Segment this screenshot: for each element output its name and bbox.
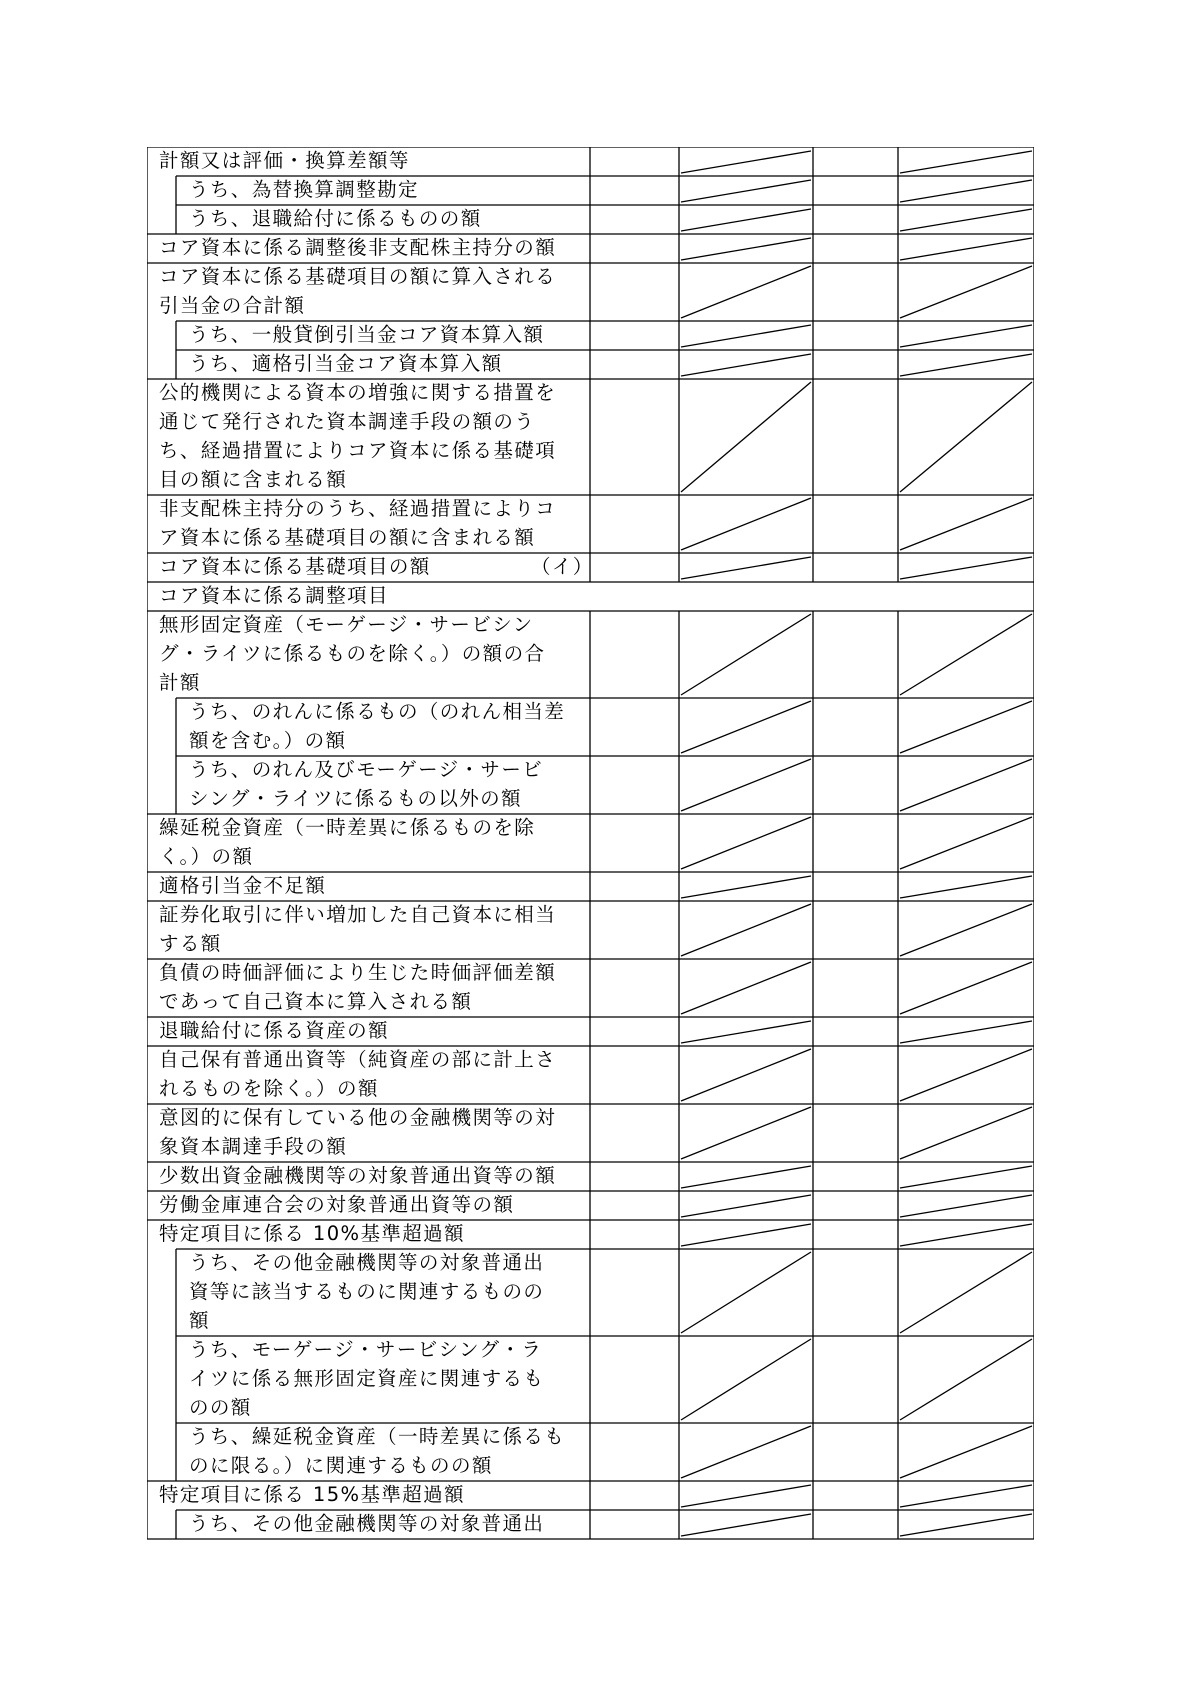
row-label-line: 通じて発行された資本調達手段の額のう [159, 410, 536, 433]
row-label-line: 少数出資金融機関等の対象普通出資等の額 [159, 1164, 557, 1187]
diagonal-slash-col4 [900, 1485, 1032, 1507]
diagonal-slash-col2 [681, 266, 811, 318]
row-label-line: 繰延税金資産（一時差異に係るものを除 [159, 816, 536, 839]
diagonal-slash-col2 [681, 557, 811, 579]
row-label-line: れるものを除く。）の額 [159, 1077, 379, 1100]
diagonal-slash-col4 [900, 759, 1032, 811]
diagonal-slash-col4 [900, 614, 1032, 695]
diagonal-slash-col4 [900, 498, 1032, 550]
row-label-line: 額を含む。）の額 [189, 729, 347, 752]
row-label-line: 特定項目に係る 15%基準超過額 [159, 1483, 465, 1506]
diagonal-slash-col4 [900, 1049, 1032, 1101]
row-label-line: 労働金庫連合会の対象普通出資等の額 [159, 1193, 515, 1216]
row-label-line: 証券化取引に伴い増加した自己資本に相当 [159, 903, 557, 926]
row-label-line: コア資本に係る調整後非支配株主持分の額 [159, 236, 557, 259]
diagonal-slash-col2 [681, 180, 811, 202]
row-label-line: うち、適格引当金コア資本算入額 [189, 352, 503, 375]
diagonal-slash-col2 [681, 238, 811, 260]
diagonal-slash-col4 [900, 354, 1032, 376]
row-label-line: であって自己資本に算入される額 [159, 990, 473, 1013]
diagonal-slash-col2 [681, 1107, 811, 1159]
diagonal-slash-col2 [681, 1166, 811, 1188]
row-label-line: 退職給付に係る資産の額 [159, 1019, 389, 1042]
row-label-line: 負債の時価評価により生じた時価評価差額 [159, 961, 557, 984]
diagonal-slash-col2 [681, 1021, 811, 1043]
row-label-line: イツに係る無形固定資産に関連するも [189, 1367, 545, 1390]
diagonal-slash-col2 [681, 498, 811, 550]
diagonal-slash-col2 [681, 209, 811, 231]
diagonal-slash-col2 [681, 325, 811, 347]
row-label-line: 資等に該当するものに関連するものの [189, 1280, 545, 1303]
row-label-line: 象資本調達手段の額 [159, 1135, 348, 1158]
row-label-line: 額 [189, 1309, 210, 1332]
row-label-line: のの額 [189, 1396, 252, 1419]
row-label-line: 計額又は評価・換算差額等 [159, 149, 410, 172]
row-label-marker: （イ） [531, 555, 594, 578]
diagonal-slash-col2 [681, 1485, 811, 1507]
diagonal-slash-col4 [900, 325, 1032, 347]
diagonal-slash-col4 [900, 904, 1032, 956]
diagonal-slash-col4 [900, 817, 1032, 869]
diagonal-slash-col4 [900, 1021, 1032, 1043]
diagonal-slash-col2 [681, 151, 811, 173]
diagonal-slash-col2 [681, 614, 811, 695]
row-label-line: 目の額に含まれる額 [159, 468, 348, 491]
row-label-line: グ・ライツに係るものを除く。）の額の合 [159, 642, 546, 665]
row-label-line: 自己保有普通出資等（純資産の部に計上さ [159, 1048, 557, 1071]
diagonal-slash-col2 [681, 701, 811, 753]
row-label-line: ア資本に係る基礎項目の額に含まれる額 [159, 526, 536, 549]
row-label-line: 公的機関による資本の増強に関する措置を [159, 381, 557, 404]
row-label-line: コア資本に係る基礎項目の額に算入される [159, 265, 557, 288]
row-label-line: のに限る。）に関連するものの額 [189, 1454, 493, 1477]
row-label-line: うち、その他金融機関等の対象普通出 [189, 1251, 545, 1274]
diagonal-slash-col4 [900, 701, 1032, 753]
row-label-line: ち、経過措置によりコア資本に係る基礎項 [159, 439, 557, 462]
row-label-line: 無形固定資産（モーゲージ・サービシン [159, 613, 534, 636]
diagonal-slash-col4 [900, 962, 1032, 1014]
diagonal-slash-col4 [900, 1252, 1032, 1333]
diagonal-slash-col4 [900, 1195, 1032, 1217]
row-label-line: うち、退職給付に係るものの額 [189, 207, 482, 230]
diagonal-slash-col2 [681, 1252, 811, 1333]
diagonal-slash-col2 [681, 962, 811, 1014]
diagonal-slash-col4 [900, 382, 1032, 492]
row-label-line: 適格引当金不足額 [159, 874, 327, 897]
diagonal-slash-col2 [681, 1426, 811, 1478]
diagonal-slash-col4 [900, 1339, 1032, 1420]
diagonal-slash-col2 [681, 1224, 811, 1246]
row-label-line: うち、為替換算調整勘定 [189, 178, 419, 201]
diagonal-slash-col2 [681, 354, 811, 376]
diagonal-slash-col4 [900, 557, 1032, 579]
diagonal-slash-col4 [900, 1107, 1032, 1159]
row-label-line: うち、のれん及びモーゲージ・サービ [189, 758, 544, 781]
diagonal-slash-col2 [681, 1195, 811, 1217]
capital-adequacy-table [147, 147, 1034, 1543]
row-label-line: コア資本に係る基礎項目の額 [159, 555, 431, 578]
diagonal-slash-col2 [681, 817, 811, 869]
row-label-line: 引当金の合計額 [159, 294, 306, 317]
diagonal-slash-col4 [900, 238, 1032, 260]
row-label-line: うち、モーゲージ・サービシング・ラ [189, 1338, 543, 1361]
diagonal-slash-col2 [681, 382, 811, 492]
diagonal-slash-col2 [681, 1049, 811, 1101]
row-label-line: うち、一般貸倒引当金コア資本算入額 [189, 323, 545, 346]
row-label-line: うち、その他金融機関等の対象普通出 [189, 1512, 545, 1535]
diagonal-slash-col4 [900, 876, 1032, 898]
row-label-line: 意図的に保有している他の金融機関等の対 [159, 1106, 557, 1129]
diagonal-slash-col4 [900, 151, 1032, 173]
row-label-line: シング・ライツに係るもの以外の額 [189, 787, 522, 810]
row-label-line: く。）の額 [159, 845, 254, 868]
diagonal-slash-col4 [900, 1426, 1032, 1478]
diagonal-slash-col2 [681, 904, 811, 956]
row-label-line: コア資本に係る調整項目 [159, 584, 389, 607]
diagonal-slash-col4 [900, 1514, 1032, 1536]
diagonal-slash-col4 [900, 266, 1032, 318]
row-label-line: 非支配株主持分のうち、経過措置によりコ [159, 497, 557, 520]
diagonal-slash-col2 [681, 759, 811, 811]
diagonal-slash-col2 [681, 876, 811, 898]
diagonal-slash-col4 [900, 1224, 1032, 1246]
row-label-line: する額 [159, 932, 222, 955]
row-label-line: うち、繰延税金資産（一時差異に係るも [189, 1425, 566, 1448]
diagonal-slash-col4 [900, 1166, 1032, 1188]
row-label-line: うち、のれんに係るもの（のれん相当差 [189, 700, 566, 723]
diagonal-slash-col2 [681, 1514, 811, 1536]
diagonal-slash-col4 [900, 209, 1032, 231]
row-label-line: 特定項目に係る 10%基準超過額 [159, 1222, 465, 1245]
diagonal-slash-col4 [900, 180, 1032, 202]
row-label-line: 計額 [159, 671, 201, 694]
diagonal-slash-col2 [681, 1339, 811, 1420]
